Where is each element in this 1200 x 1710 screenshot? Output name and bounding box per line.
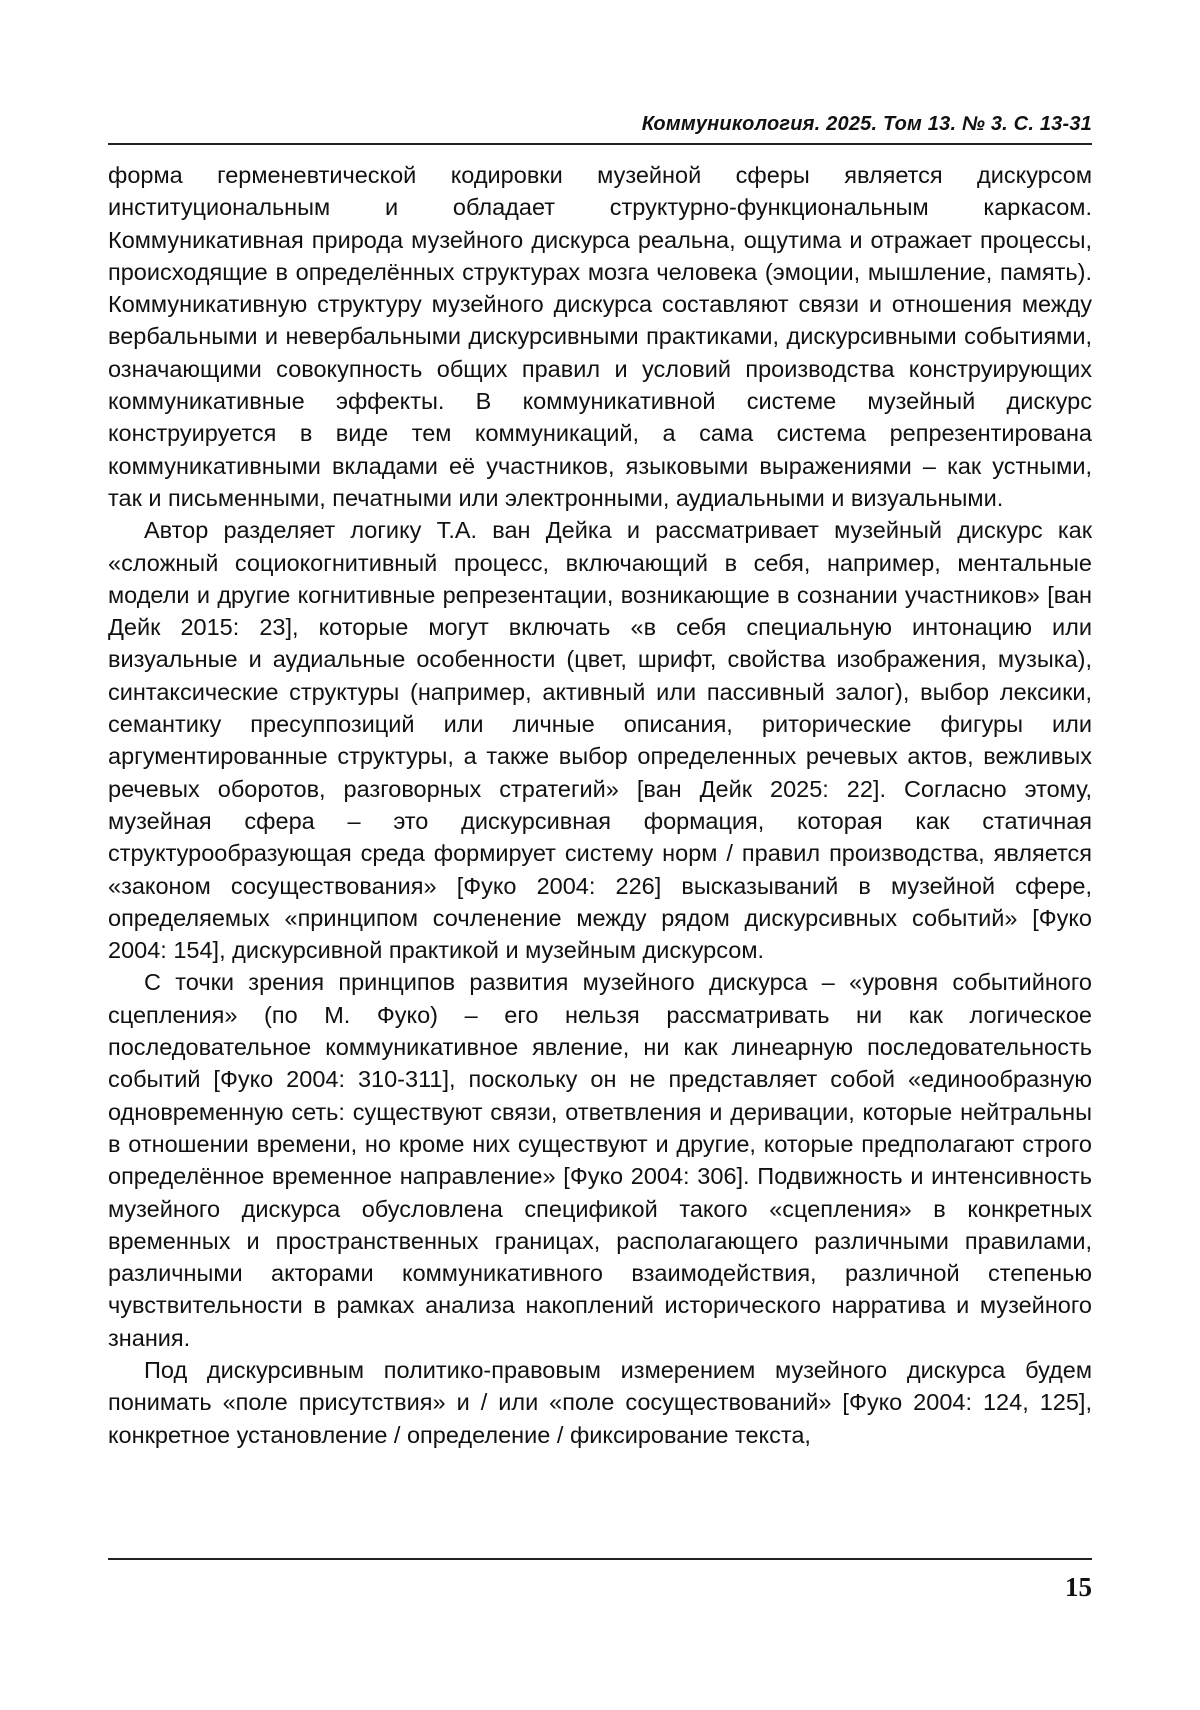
header-divider bbox=[108, 143, 1092, 145]
running-header: Коммуникология. 2025. Том 13. № 3. С. 13-31 bbox=[641, 113, 1092, 135]
page-number: 15 bbox=[1065, 1572, 1092, 1602]
paragraph: Под дискурсивным политико-правовым измерением музейного дискурса будем понимать «поле присутствия» и / или «поле сосуществований» [Фуко 2004: 124, 125], конкретное установление / определение / фиксирование текста, bbox=[108, 1356, 1092, 1448]
paragraph: С точки зрения принципов развития музейного дискурса – «уровня событийного сцепления» (по М. Фуко) – его нельзя рассматривать ни как логическое последовательное коммуникативное явление, ни как линеарную последовательность событий [Фуко 2004: 310-311], поскольку он не представляет собой «единообразную одновременную сеть: существуют связи, ответвления и деривации, которые нейтральны в отношении времени, но кроме них существуют и другие, которые предполагают строго определённое временное направление» [Фуко 2004: 306]. Подвижность и интенсивность музейного дискурса обусловлена спецификой такого «сцепления» в конкретных временных и пространственных границах, располагающего различными правилами, различными акторами коммуникативного взаимодействия, различной степенью чувствительности в рамках анализа накоплений исторического нарратива и музейного знания. bbox=[108, 969, 1092, 1351]
footer-divider bbox=[108, 1558, 1092, 1560]
paragraph: Автор разделяет логику Т.А. ван Дейка и рассматривает музейный дискурс как «сложный социокогнитивный процесс, включающий в себя, например, ментальные модели и другие когнитивные репрезентации, возникающие в сознании участников» [ван Дейк 2015: 23], которые могут включать «в себя специальную интонацию или визуальные и аудиальные особенности (цвет, шрифт, свойства изображения, музыка), синтаксические структуры (например, активный или пассивный залог), выбор лексики, семантику пресуппозиций или личные описания, риторические фигуры или аргументированные структуры, а также выбор определенных речевых актов, вежливых речевых оборотов, разговорных стратегий» [ван Дейк 2025: 22]. Согласно этому, музейная сфера – это дискурсивная формация, которая как статичная структурообразующая среда формирует систему норм / правил производства, является «законом сосуществования» [Фуко 2004: 226] высказываний в музейной сфере, определяемых «принципом сочленение между рядом дискурсивных событий» [Фуко 2004: 154], дискурсивной практикой и музейным дискурсом. bbox=[108, 517, 1092, 964]
article-body bbox=[108, 159, 1092, 1451]
paragraph: форма герменевтической кодировки музейной сферы является дискурсом институциональным и обладает структурно-функциональным каркасом. Коммуникативная природа музейного дискурса реальна, ощутима и отражает процессы, происходящие в определённых структурах мозга человека (эмоции, мышление, память). Коммуникативную структуру музейного дискурса составляют связи и отношения между вербальными и невербальными дискурсивными практиками, дискурсивными событиями, означающими совокупность общих правил и условий производства конструирующих коммуникативные эффекты. В коммуникативной системе музейный дискурс конструируется в виде тем коммуникаций, а сама система репрезентирована коммуникативными вкладами её участников, языковыми выражениями – как устными, так и письменными, печатными или электронными, аудиальными и визуальными. bbox=[108, 162, 1092, 511]
